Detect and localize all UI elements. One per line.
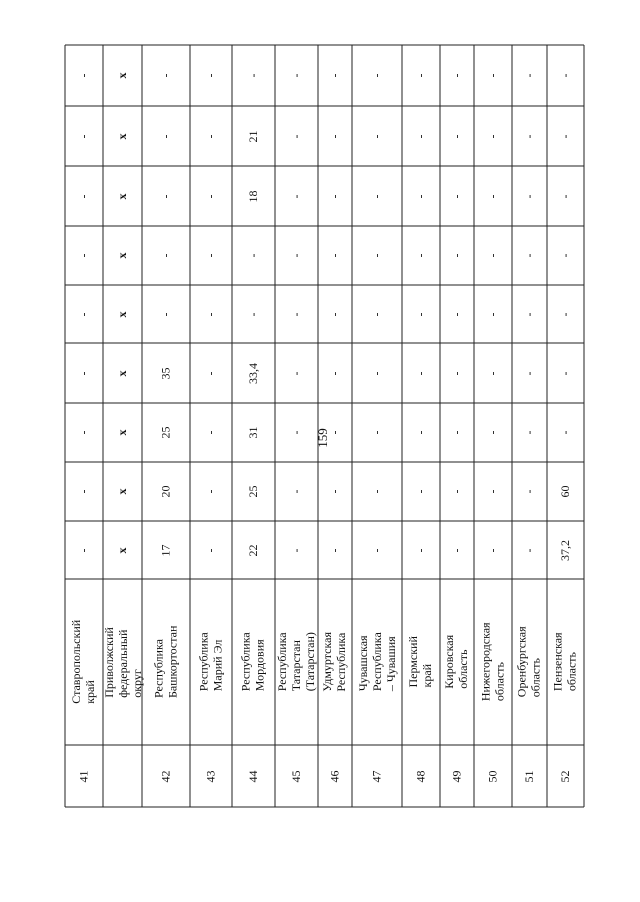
value-cell bbox=[512, 343, 547, 403]
value-cell bbox=[547, 521, 584, 579]
value-cell bbox=[547, 343, 584, 403]
value-cell bbox=[275, 462, 318, 521]
value-cell bbox=[275, 285, 318, 343]
cell-text: 60 bbox=[558, 485, 572, 498]
cell-text: - bbox=[289, 312, 303, 316]
region-name bbox=[512, 579, 547, 745]
value-cell bbox=[440, 166, 474, 226]
value-cell bbox=[275, 106, 318, 166]
cell-text: - bbox=[449, 371, 464, 375]
cell-text: - bbox=[449, 489, 464, 494]
cell-text: x bbox=[115, 311, 129, 317]
value-cell bbox=[65, 45, 103, 106]
cell-text: 50 bbox=[485, 770, 500, 782]
value-cell bbox=[440, 403, 474, 462]
cell-text: 37,2 bbox=[558, 539, 572, 561]
cell-text: 21 bbox=[246, 130, 260, 142]
cell-text: - bbox=[485, 371, 500, 375]
value-cell bbox=[65, 285, 103, 343]
row-number bbox=[232, 745, 275, 807]
value-cell bbox=[547, 462, 584, 521]
cell-text: - bbox=[289, 371, 303, 375]
cell-text: - bbox=[369, 548, 384, 552]
value-cell bbox=[352, 403, 402, 462]
cell-text: - bbox=[485, 134, 500, 138]
cell-text: Республика Марий Эл bbox=[196, 632, 225, 692]
cell-text: - bbox=[203, 548, 218, 552]
cell-text: - bbox=[246, 73, 260, 78]
cell-text: x bbox=[115, 370, 129, 376]
cell-text: - bbox=[289, 430, 303, 435]
value-cell bbox=[318, 343, 352, 403]
cell-text: - bbox=[522, 73, 536, 78]
value-cell bbox=[318, 106, 352, 166]
value-cell bbox=[474, 106, 512, 166]
region-name bbox=[142, 579, 190, 745]
cell-text: 20 bbox=[158, 485, 173, 498]
cell-text: - bbox=[485, 194, 500, 198]
value-cell bbox=[402, 343, 440, 403]
cell-text: - bbox=[522, 371, 536, 375]
cell-text: Пермский край bbox=[406, 636, 434, 688]
value-cell bbox=[352, 462, 402, 521]
cell-text: - bbox=[203, 253, 218, 258]
region-name bbox=[352, 579, 402, 745]
value-cell bbox=[547, 45, 584, 106]
value-cell bbox=[474, 343, 512, 403]
cell-text: Пензенская область bbox=[550, 632, 579, 692]
cell-text: - bbox=[413, 253, 428, 258]
cell-text: - bbox=[327, 312, 342, 316]
value-cell bbox=[547, 403, 584, 462]
value-cell bbox=[142, 462, 190, 521]
cell-text: - bbox=[203, 194, 218, 198]
cell-text: 31 bbox=[246, 426, 260, 439]
value-cell bbox=[103, 285, 142, 343]
region-name bbox=[190, 579, 232, 745]
value-cell bbox=[352, 45, 402, 106]
cell-text: - bbox=[76, 430, 91, 435]
value-cell bbox=[474, 403, 512, 462]
value-cell bbox=[232, 285, 275, 343]
value-cell bbox=[512, 403, 547, 462]
cell-text: Республика Татарстан (Татарстан) bbox=[274, 632, 317, 692]
value-cell bbox=[142, 166, 190, 226]
cell-text: - bbox=[289, 73, 303, 78]
cell-text: - bbox=[558, 73, 572, 78]
cell-text: - bbox=[76, 134, 91, 138]
value-cell bbox=[352, 285, 402, 343]
cell-text: - bbox=[558, 312, 572, 316]
cell-text: 52 bbox=[558, 770, 572, 782]
cell-text: 42 bbox=[158, 770, 173, 782]
value-cell bbox=[440, 45, 474, 106]
value-cell bbox=[318, 45, 352, 106]
cell-text: - bbox=[327, 253, 342, 258]
value-cell bbox=[65, 343, 103, 403]
cell-text: - bbox=[203, 371, 218, 375]
row-number bbox=[440, 745, 474, 807]
cell-text: - bbox=[558, 371, 572, 375]
cell-text: x bbox=[115, 193, 129, 199]
value-cell bbox=[318, 285, 352, 343]
region-name bbox=[440, 579, 474, 745]
cell-text: - bbox=[485, 489, 500, 494]
value-cell bbox=[190, 45, 232, 106]
value-cell bbox=[103, 521, 142, 579]
value-cell bbox=[275, 45, 318, 106]
cell-text: - bbox=[76, 489, 91, 494]
cell-text: - bbox=[289, 134, 303, 138]
value-cell bbox=[232, 462, 275, 521]
value-cell bbox=[232, 403, 275, 462]
value-cell bbox=[103, 403, 142, 462]
cell-text: - bbox=[76, 253, 91, 258]
value-cell bbox=[318, 403, 352, 462]
cell-text: Удмуртская Республика bbox=[320, 632, 349, 692]
value-cell bbox=[142, 226, 190, 285]
value-cell bbox=[547, 106, 584, 166]
value-cell bbox=[232, 45, 275, 106]
value-cell bbox=[474, 226, 512, 285]
cell-text: - bbox=[203, 430, 218, 435]
value-cell bbox=[190, 166, 232, 226]
value-cell bbox=[402, 462, 440, 521]
value-cell bbox=[402, 45, 440, 106]
cell-text: - bbox=[327, 73, 342, 78]
value-cell bbox=[190, 285, 232, 343]
cell-text: - bbox=[558, 430, 572, 435]
region-name bbox=[547, 579, 584, 745]
value-cell bbox=[142, 106, 190, 166]
cell-text: - bbox=[413, 371, 428, 375]
value-cell bbox=[190, 403, 232, 462]
cell-text: Республика Башкортостан bbox=[151, 625, 179, 699]
cell-text: - bbox=[522, 430, 536, 435]
value-cell bbox=[440, 343, 474, 403]
value-cell bbox=[232, 226, 275, 285]
cell-text: Ставропольский край bbox=[69, 620, 98, 704]
value-cell bbox=[512, 45, 547, 106]
value-cell bbox=[65, 462, 103, 521]
cell-text: - bbox=[413, 548, 428, 552]
cell-text: - bbox=[158, 194, 173, 198]
region-name bbox=[318, 579, 352, 745]
cell-text: - bbox=[369, 194, 384, 198]
cell-text: 18 bbox=[246, 190, 260, 202]
value-cell bbox=[402, 226, 440, 285]
cell-text: - bbox=[327, 371, 342, 375]
cell-text: 51 bbox=[522, 770, 536, 782]
cell-text: 33,4 bbox=[246, 362, 260, 384]
page-number: 159 bbox=[315, 428, 330, 448]
value-cell bbox=[65, 226, 103, 285]
cell-text: - bbox=[413, 73, 428, 78]
region-name bbox=[275, 579, 318, 745]
value-cell bbox=[103, 106, 142, 166]
value-cell bbox=[275, 521, 318, 579]
cell-text: - bbox=[522, 253, 536, 258]
cell-text: - bbox=[203, 489, 218, 494]
cell-text: - bbox=[246, 253, 260, 258]
region-name bbox=[474, 579, 512, 745]
cell-text: - bbox=[522, 194, 536, 198]
cell-text: - bbox=[76, 548, 91, 552]
value-cell bbox=[474, 166, 512, 226]
cell-text: - bbox=[289, 253, 303, 258]
row-number bbox=[190, 745, 232, 807]
value-cell bbox=[512, 285, 547, 343]
cell-text: 35 bbox=[158, 367, 173, 379]
value-cell bbox=[65, 166, 103, 226]
value-cell bbox=[512, 521, 547, 579]
cell-text: 41 bbox=[76, 770, 91, 782]
cell-text: - bbox=[449, 253, 464, 258]
cell-text: - bbox=[449, 73, 464, 78]
cell-text: - bbox=[76, 371, 91, 375]
value-cell bbox=[318, 521, 352, 579]
cell-text: - bbox=[485, 73, 500, 78]
value-cell bbox=[440, 462, 474, 521]
cell-text: - bbox=[327, 489, 342, 494]
row-number bbox=[402, 745, 440, 807]
value-cell bbox=[352, 166, 402, 226]
value-cell bbox=[103, 45, 142, 106]
value-cell bbox=[547, 285, 584, 343]
value-cell bbox=[275, 403, 318, 462]
cell-text: - bbox=[449, 134, 464, 138]
cell-text: - bbox=[203, 134, 218, 138]
value-cell bbox=[512, 462, 547, 521]
value-cell bbox=[142, 521, 190, 579]
cell-text: - bbox=[246, 312, 260, 316]
cell-text: - bbox=[327, 430, 342, 435]
cell-text: 44 bbox=[246, 770, 260, 782]
cell-text: - bbox=[369, 134, 384, 138]
cell-text: 47 bbox=[369, 770, 384, 782]
cell-text: - bbox=[327, 548, 342, 552]
cell-text: - bbox=[158, 73, 173, 78]
value-cell bbox=[547, 166, 584, 226]
value-cell bbox=[142, 343, 190, 403]
value-cell bbox=[547, 226, 584, 285]
value-cell bbox=[402, 403, 440, 462]
cell-text: - bbox=[413, 134, 428, 138]
value-cell bbox=[190, 106, 232, 166]
cell-text: - bbox=[369, 430, 384, 435]
value-cell bbox=[402, 521, 440, 579]
value-cell bbox=[103, 166, 142, 226]
cell-text: - bbox=[558, 194, 572, 198]
cell-text: - bbox=[76, 312, 91, 316]
cell-text: - bbox=[558, 134, 572, 138]
row-number bbox=[512, 745, 547, 807]
value-cell bbox=[512, 166, 547, 226]
cell-text: 46 bbox=[327, 770, 342, 782]
cell-text: - bbox=[327, 134, 342, 138]
cell-text: - bbox=[76, 194, 91, 198]
cell-text: - bbox=[522, 489, 536, 494]
value-cell bbox=[232, 106, 275, 166]
cell-text: - bbox=[449, 548, 464, 552]
cell-text: - bbox=[76, 73, 91, 78]
cell-text: - bbox=[413, 489, 428, 494]
cell-text: - bbox=[327, 194, 342, 198]
cell-text: - bbox=[485, 253, 500, 258]
cell-text: 49 bbox=[449, 770, 464, 782]
cell-text: - bbox=[413, 312, 428, 316]
value-cell bbox=[190, 343, 232, 403]
cell-text: x bbox=[115, 133, 129, 139]
cell-text: - bbox=[369, 489, 384, 494]
row-number bbox=[547, 745, 584, 807]
cell-text: Республика Мордовия bbox=[238, 632, 267, 692]
cell-text: - bbox=[203, 312, 218, 316]
value-cell bbox=[512, 226, 547, 285]
value-cell bbox=[142, 45, 190, 106]
value-cell bbox=[440, 106, 474, 166]
cell-text: - bbox=[158, 312, 173, 316]
row-number bbox=[474, 745, 512, 807]
value-cell bbox=[352, 106, 402, 166]
value-cell bbox=[318, 462, 352, 521]
value-cell bbox=[474, 45, 512, 106]
value-cell bbox=[65, 106, 103, 166]
value-cell bbox=[352, 521, 402, 579]
cell-text: - bbox=[522, 312, 536, 316]
value-cell bbox=[232, 521, 275, 579]
region-name bbox=[65, 579, 103, 745]
cell-text: 43 bbox=[203, 770, 218, 782]
row-number bbox=[65, 745, 103, 807]
cell-text: - bbox=[289, 489, 303, 494]
cell-text: 22 bbox=[246, 544, 260, 556]
cell-text: - bbox=[413, 430, 428, 435]
value-cell bbox=[440, 521, 474, 579]
cell-text: - bbox=[522, 548, 536, 552]
cell-text: x bbox=[115, 488, 129, 495]
cell-text: - bbox=[369, 312, 384, 316]
cell-text: x bbox=[115, 429, 129, 436]
value-cell bbox=[103, 462, 142, 521]
value-cell bbox=[65, 521, 103, 579]
cell-text: - bbox=[449, 312, 464, 316]
value-cell bbox=[474, 462, 512, 521]
cell-text: 48 bbox=[413, 770, 428, 782]
value-cell bbox=[190, 521, 232, 579]
cell-text: x bbox=[115, 547, 129, 553]
cell-text: Приволжский федеральный округ bbox=[102, 626, 144, 698]
value-cell bbox=[352, 226, 402, 285]
value-cell bbox=[275, 166, 318, 226]
value-cell bbox=[232, 166, 275, 226]
cell-text: - bbox=[369, 73, 384, 78]
row-number bbox=[352, 745, 402, 807]
value-cell bbox=[142, 403, 190, 462]
value-cell bbox=[275, 343, 318, 403]
cell-text: - bbox=[449, 194, 464, 198]
cell-text: 45 bbox=[289, 770, 303, 782]
value-cell bbox=[275, 226, 318, 285]
cell-text: Оренбургская область bbox=[514, 626, 543, 698]
value-cell bbox=[352, 343, 402, 403]
cell-text: - bbox=[289, 194, 303, 198]
value-cell bbox=[142, 285, 190, 343]
cell-text: x bbox=[115, 72, 129, 79]
value-cell bbox=[65, 403, 103, 462]
cell-text: - bbox=[485, 548, 500, 552]
cell-text: - bbox=[485, 312, 500, 316]
value-cell bbox=[440, 226, 474, 285]
cell-text: 25 bbox=[246, 485, 260, 498]
cell-text: - bbox=[158, 253, 173, 258]
value-cell bbox=[190, 226, 232, 285]
row-number bbox=[103, 745, 142, 807]
value-cell bbox=[190, 462, 232, 521]
cell-text: Чувашская Республика – Чувашия bbox=[355, 632, 397, 692]
region-name bbox=[402, 579, 440, 745]
row-number bbox=[142, 745, 190, 807]
cell-text: 17 bbox=[158, 544, 173, 556]
region-name bbox=[232, 579, 275, 745]
cell-text: - bbox=[558, 253, 572, 258]
value-cell bbox=[103, 226, 142, 285]
cell-text: - bbox=[289, 548, 303, 552]
value-cell bbox=[512, 106, 547, 166]
value-cell bbox=[232, 343, 275, 403]
value-cell bbox=[402, 285, 440, 343]
row-number bbox=[275, 745, 318, 807]
value-cell bbox=[474, 285, 512, 343]
row-number bbox=[318, 745, 352, 807]
cell-text: 25 bbox=[158, 426, 173, 439]
region-name bbox=[103, 579, 142, 745]
cell-text: Нижегородская область bbox=[478, 622, 506, 702]
value-cell bbox=[440, 285, 474, 343]
value-cell bbox=[402, 106, 440, 166]
cell-text: - bbox=[369, 371, 384, 375]
cell-text: - bbox=[413, 194, 428, 198]
cell-text: - bbox=[158, 134, 173, 138]
cell-text: Кировская область bbox=[442, 635, 470, 689]
value-cell bbox=[103, 343, 142, 403]
value-cell bbox=[402, 166, 440, 226]
value-cell bbox=[474, 521, 512, 579]
cell-text: - bbox=[485, 430, 500, 435]
cell-text: - bbox=[369, 253, 384, 258]
cell-text: - bbox=[522, 134, 536, 138]
cell-text: - bbox=[203, 73, 218, 78]
cell-text: x bbox=[115, 252, 129, 259]
value-cell bbox=[318, 226, 352, 285]
value-cell bbox=[318, 166, 352, 226]
cell-text: - bbox=[449, 430, 464, 435]
